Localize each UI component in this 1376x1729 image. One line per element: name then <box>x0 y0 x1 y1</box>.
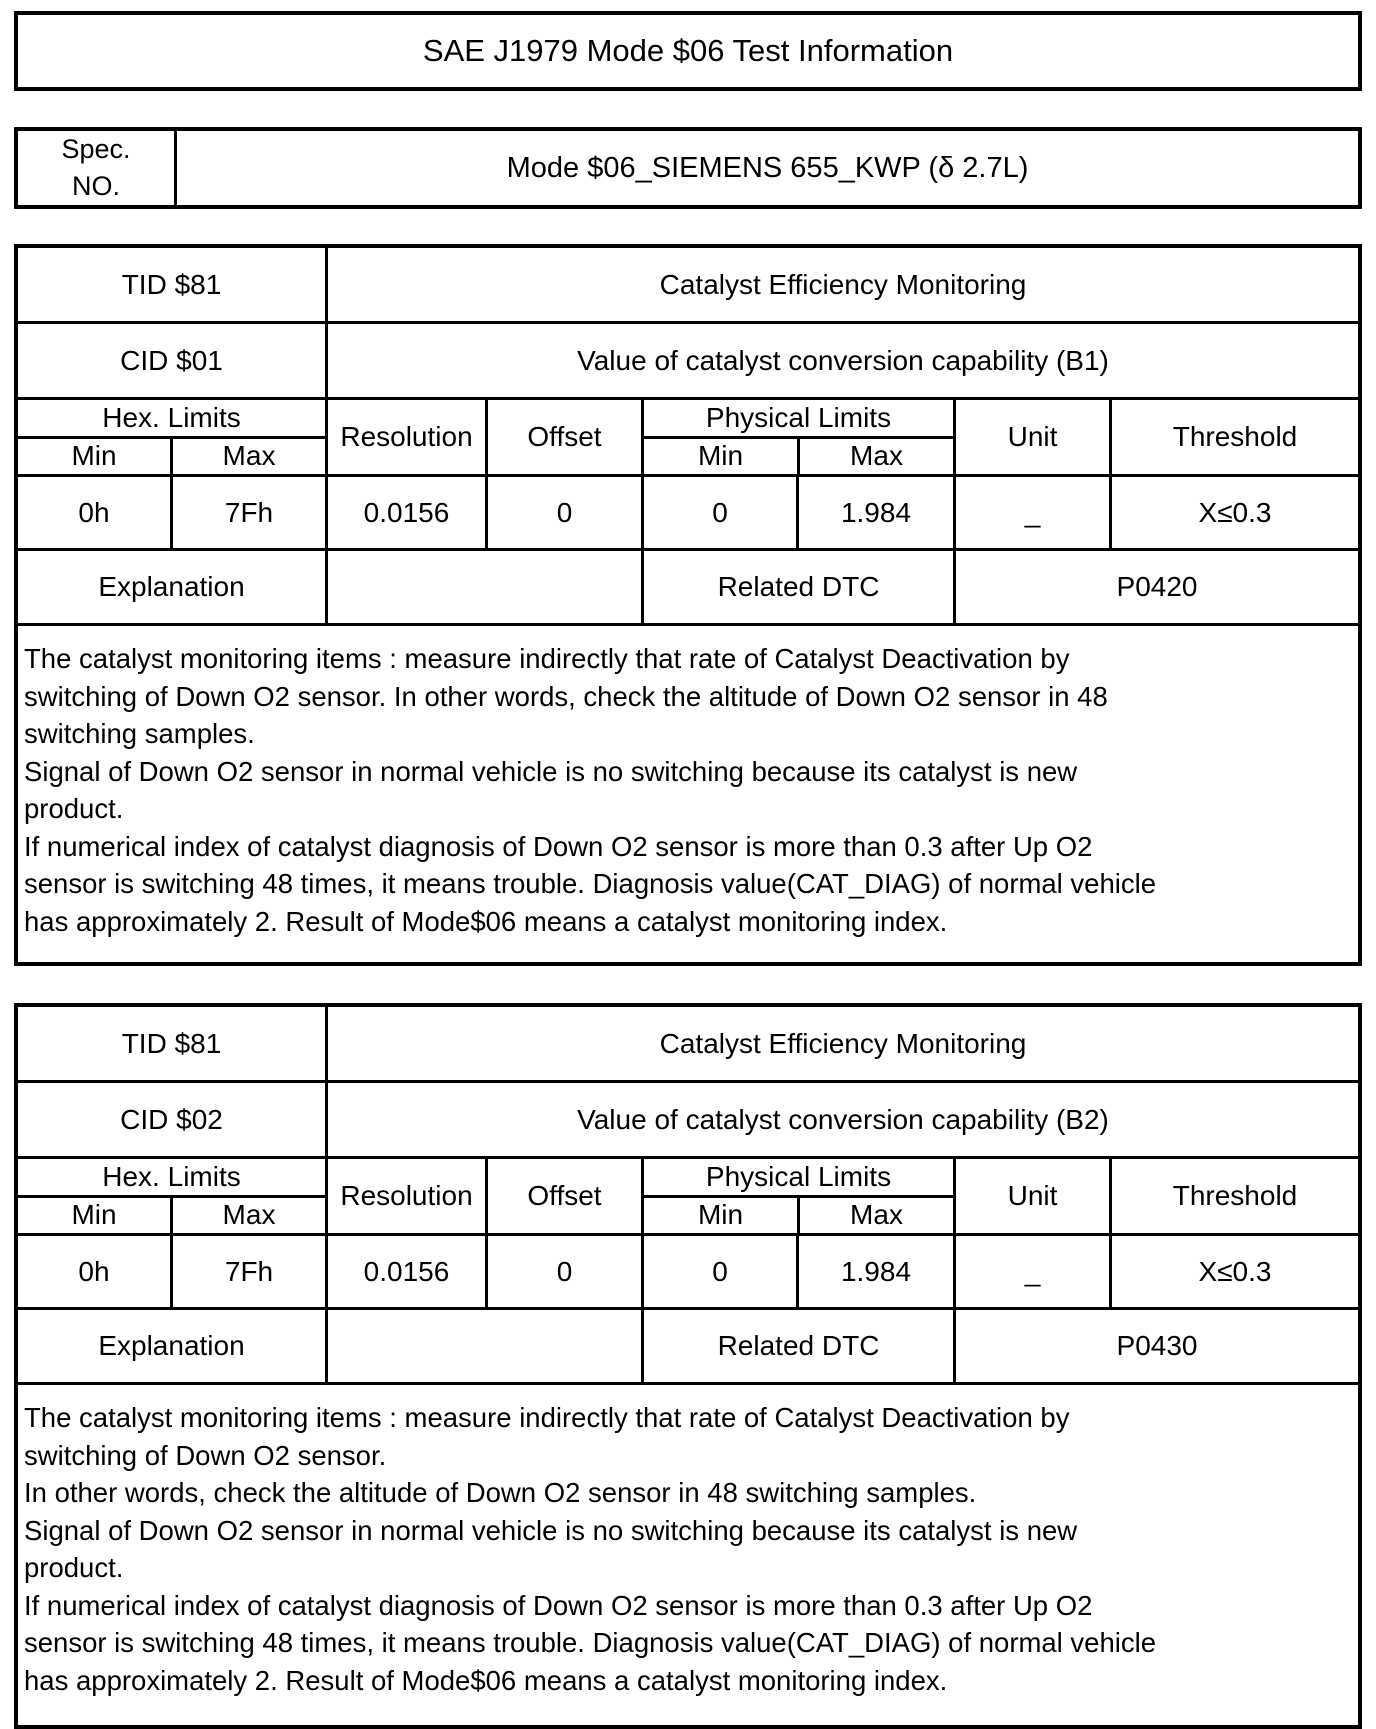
paragraph-line: The catalyst monitoring items : measure indirectly that rate of Catalyst Deactivation by <box>24 643 1070 674</box>
paragraph-line: In other words, check the altitude of Down O2 sensor in 48 switching samples. <box>24 1477 977 1508</box>
paragraph-line: If numerical index of catalyst diagnosis of Down O2 sensor is more than 0.3 after Up O2 <box>24 1589 1093 1621</box>
explanation-paragraph <box>18 1385 1358 1699</box>
paragraph-line: Signal of Down O2 sensor in normal vehicle is no switching because its catalyst is new <box>24 755 1078 787</box>
resolution-header: Resolution <box>328 400 488 474</box>
spec-value: Mode $06_SIEMENS 655_KWP (δ 2.7L) <box>506 151 1029 184</box>
physical-limits-subheaders <box>644 1198 953 1234</box>
physical-limits-header <box>644 400 956 474</box>
related-dtc-value: P0420 <box>1116 571 1198 602</box>
hex-max-label: Max <box>222 1199 276 1231</box>
limits-header-row <box>18 400 1358 477</box>
paragraph-line: product. <box>24 1552 124 1583</box>
paragraph-line: switching of Down O2 sensor. <box>24 1439 387 1471</box>
spec-label-line2: NO. <box>71 171 120 201</box>
limits-header-row <box>18 1159 1358 1236</box>
paragraph-line: has approximately 2. Result of Mode$06 means a catalyst monitoring index. <box>24 905 948 937</box>
physical-limits-label: Physical Limits <box>644 1159 953 1198</box>
phys-max-label: Max <box>850 1199 903 1231</box>
values-row <box>18 477 1358 551</box>
cid-cell: CID $01 <box>18 324 328 397</box>
physical-limits-subheaders <box>644 439 953 475</box>
resolution-value: 0.0156 <box>328 477 488 548</box>
resolution-header: Resolution <box>328 1159 488 1233</box>
phys-min-value: 0 <box>644 477 799 548</box>
phys-min-label: Min <box>644 439 800 475</box>
hex-limits-subheaders <box>18 439 325 475</box>
hex-max-value: 7Fh <box>173 1236 328 1307</box>
spec-label <box>18 131 177 205</box>
tid-description: Catalyst Efficiency Monitoring <box>659 1027 1027 1059</box>
offset-value: 0 <box>488 477 644 548</box>
threshold-value: X≤0.3 <box>1198 1255 1272 1287</box>
offset-value: 0 <box>488 1236 644 1307</box>
phys-min-value: 0 <box>644 1236 799 1307</box>
hex-limits-header <box>18 1159 328 1233</box>
hex-limits-label: Hex. Limits <box>18 400 325 439</box>
cid-description: Value of catalyst conversion capability (B2) <box>577 1103 1109 1135</box>
threshold-header: Threshold <box>1172 421 1298 452</box>
resolution-value: 0.0156 <box>328 1236 488 1307</box>
spec-label-line1: Spec. <box>61 134 131 164</box>
paragraph-line: switching samples. <box>24 718 255 749</box>
paragraph-line: sensor is switching 48 times, it means trouble. Diagnosis value(CAT_DIAG) of normal vehicle <box>24 868 1157 899</box>
phys-min-label: Min <box>644 1198 800 1234</box>
tid-cell: TID $81 <box>18 1007 328 1080</box>
unit-value: _ <box>956 477 1112 548</box>
physical-limits-header <box>644 1159 956 1233</box>
paragraph-line: product. <box>24 793 124 824</box>
cid-row <box>18 1083 1358 1159</box>
hex-max-value: 7Fh <box>173 477 328 548</box>
related-dtc-value: P0430 <box>1116 1330 1198 1361</box>
values-row <box>18 1236 1358 1310</box>
spec-number-box <box>14 127 1362 209</box>
hex-min-label: Min <box>18 1198 173 1234</box>
hex-min-value: 0h <box>18 1236 173 1307</box>
offset-header: Offset <box>488 1159 644 1233</box>
unit-header: Unit <box>956 1159 1112 1233</box>
related-dtc-label: Related DTC <box>644 1310 956 1382</box>
paragraph-line: Signal of Down O2 sensor in normal vehicle is no switching because its catalyst is new <box>24 1514 1078 1546</box>
unit-header: Unit <box>956 400 1112 474</box>
phys-max-label: Max <box>850 440 903 472</box>
hex-min-label: Min <box>18 439 173 475</box>
test-block-2 <box>14 1003 1362 1729</box>
hex-min-value: 0h <box>18 477 173 548</box>
explanation-value <box>328 551 644 623</box>
phys-max-value: 1.984 <box>799 477 956 548</box>
hex-limits-label: Hex. Limits <box>18 1159 325 1198</box>
tid-row <box>18 1007 1358 1083</box>
cid-description: Value of catalyst conversion capability (B1) <box>577 344 1109 376</box>
cid-cell: CID $02 <box>18 1083 328 1156</box>
explanation-value <box>328 1310 644 1382</box>
cid-row <box>18 324 1358 400</box>
test-block-1 <box>14 244 1362 966</box>
tid-description: Catalyst Efficiency Monitoring <box>659 268 1027 300</box>
explanation-row <box>18 1310 1358 1385</box>
explanation-label: Explanation <box>18 551 328 623</box>
threshold-header: Threshold <box>1172 1180 1298 1211</box>
tid-cell: TID $81 <box>18 248 328 321</box>
explanation-paragraph <box>18 626 1358 940</box>
phys-max-value: 1.984 <box>799 1236 956 1307</box>
document-title <box>14 11 1362 91</box>
hex-limits-header <box>18 400 328 474</box>
tid-row <box>18 248 1358 324</box>
explanation-row <box>18 551 1358 626</box>
explanation-label: Explanation <box>18 1310 328 1382</box>
paragraph-line: If numerical index of catalyst diagnosis of Down O2 sensor is more than 0.3 after Up O2 <box>24 830 1093 862</box>
hex-max-label: Max <box>222 440 276 472</box>
paragraph-line: sensor is switching 48 times, it means trouble. Diagnosis value(CAT_DIAG) of normal vehicle <box>24 1627 1157 1658</box>
physical-limits-label: Physical Limits <box>644 400 953 439</box>
offset-header: Offset <box>488 400 644 474</box>
paragraph-line: switching of Down O2 sensor. In other words, check the altitude of Down O2 sensor in 48 <box>24 680 1108 712</box>
unit-value: _ <box>956 1236 1112 1307</box>
title-text: SAE J1979 Mode $06 Test Information <box>422 33 954 68</box>
related-dtc-label: Related DTC <box>644 551 956 623</box>
threshold-value: X≤0.3 <box>1198 496 1272 528</box>
paragraph-line: The catalyst monitoring items : measure indirectly that rate of Catalyst Deactivation by <box>24 1402 1070 1433</box>
paragraph-line: has approximately 2. Result of Mode$06 means a catalyst monitoring index. <box>24 1664 948 1696</box>
hex-limits-subheaders <box>18 1198 325 1234</box>
